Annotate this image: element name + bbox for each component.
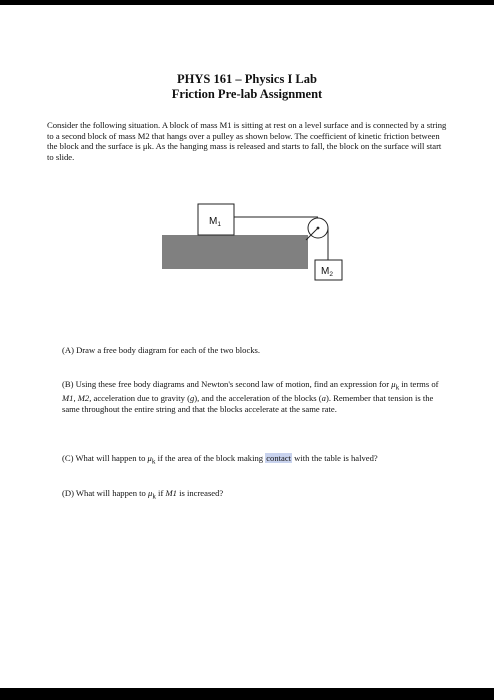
block-m1-label: $M_1$	[209, 216, 221, 228]
highlighted-word[interactable]: contact	[266, 453, 292, 463]
question-d: (D) What will happen to $\mu_k$ if M1 is increased?	[62, 488, 224, 501]
question-c: (C) What will happen to $\mu_k$ if the area of the block making contact with the table is halved?	[62, 453, 378, 466]
page-title	[0, 72, 494, 102]
assignment-title: Friction Pre-lab Assignment	[171, 87, 323, 101]
table-surface	[162, 235, 308, 269]
course-title: PHYS 161 – Physics I Lab	[177, 72, 317, 86]
question-a: (A) Draw a free body diagram for each of the two blocks.	[62, 345, 261, 355]
block-pulley-diagram	[150, 190, 350, 290]
intro-paragraph: Consider the following situation. A block of mass M1 is sitting at rest on a level surface and is connected by a string to a second block of mass M2 that hangs over a pulley as shown below. The coefficient of kinetic friction between the block and the surface is μk. As the hanging mass is released and starts to fall, the block on the surface will start to slide.	[47, 120, 447, 162]
block-m2-label: $M_2$	[321, 266, 333, 278]
question-b: (B) Using these free body diagrams and Newton's second law of motion, find an expression for $\mu_k$ in terms of M1, M2, acceleration due to gravity (g), and the acceleration of the blocks (a). Remember that tension is the same throughout the entire string and that the blocks accelerate at the same rate.	[62, 379, 439, 414]
bottom-border	[0, 688, 494, 700]
top-border	[0, 0, 494, 5]
